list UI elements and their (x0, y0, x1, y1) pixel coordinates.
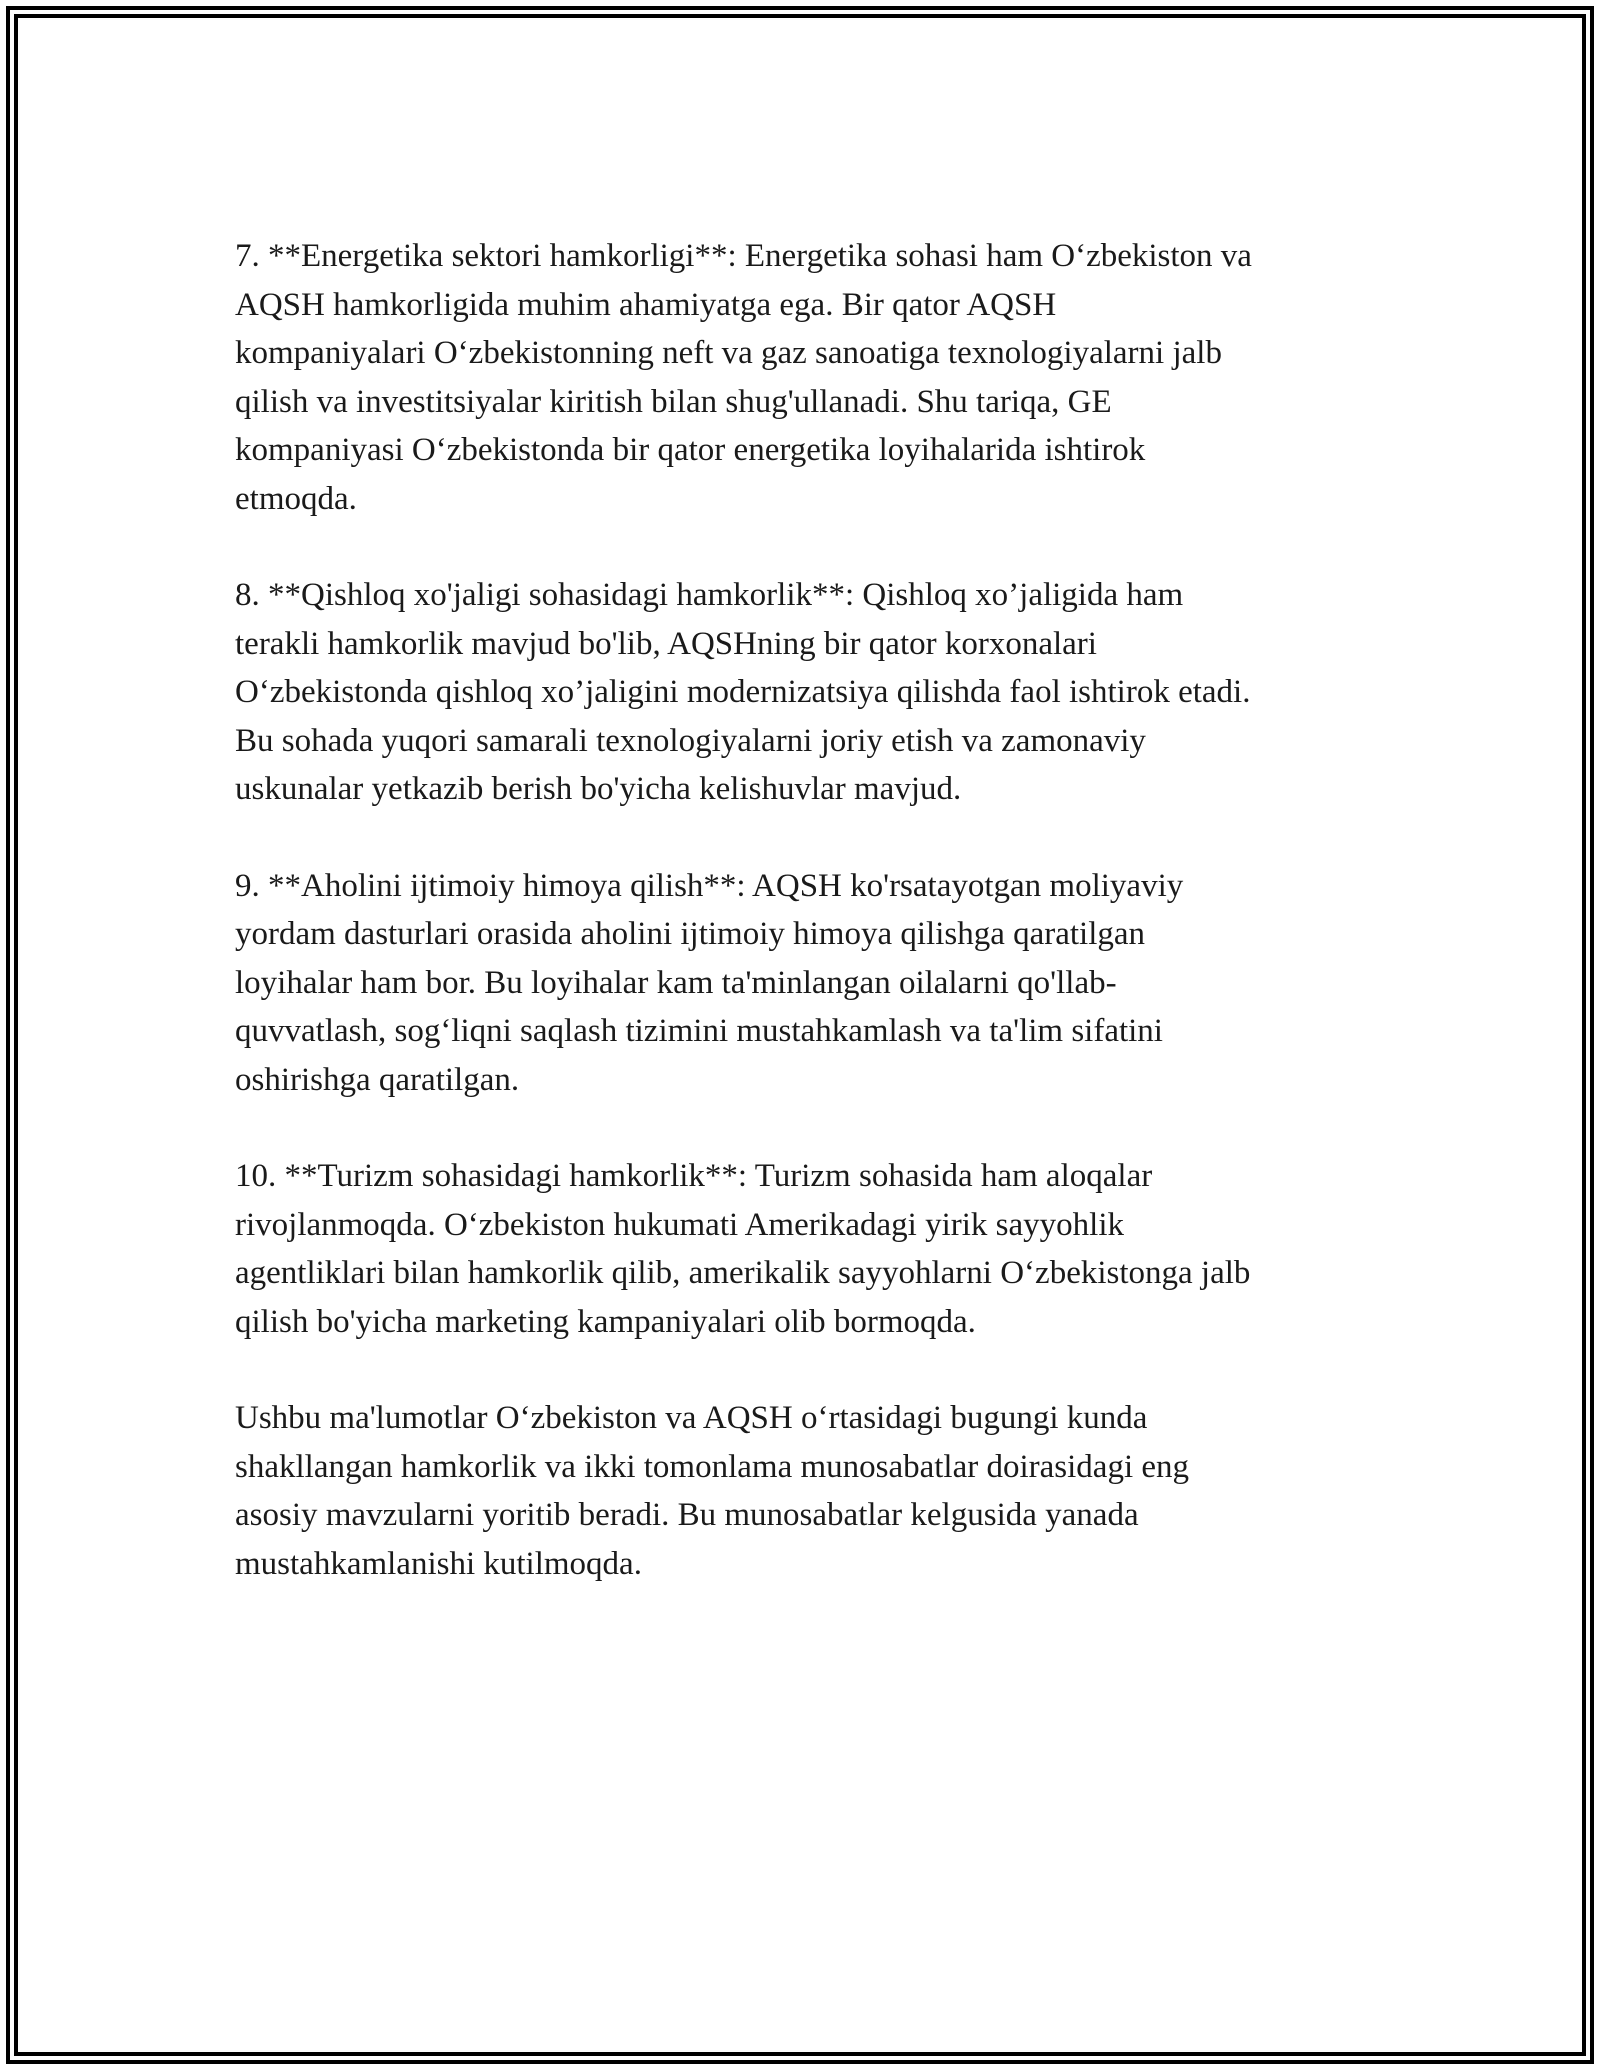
text-line: Bu sohada yuqori samarali texnologiyalarni joriy etish va zamonaviy (235, 722, 1146, 759)
text-line: uskunalar yetkazib berish bo'yicha kelishuvlar mavjud. (235, 771, 962, 807)
text-line: qilish bo'yicha marketing kampaniyalari olib bormoqda. (235, 1303, 976, 1340)
text-line: kompaniyalari O‘zbekistonning neft va gaz sanoatiga texnologiyalarni jalb (235, 335, 1222, 371)
text-line: yordam dasturlari orasida aholini ijtimoiy himoya qilishga qaratilgan (235, 916, 1146, 952)
text-line: qilish va investitsiyalar kiritish bilan shug'ullanadi. Shu tariqa, GE (235, 383, 1112, 420)
text-line: oshirishga qaratilgan. (235, 1061, 520, 1098)
paragraph-energy-cooperation (235, 232, 1375, 523)
text-line: AQSH hamkorligida muhim ahamiyatga ega. Bir qator AQSH (235, 286, 1057, 323)
text-line: kompaniyasi O‘zbekistonda bir qator energetika loyihalarida ishtirok (235, 432, 1146, 468)
paragraph-agriculture-cooperation (235, 571, 1375, 814)
text-line: agentliklari bilan hamkorlik qilib, amerikalik sayyohlarni O‘zbekistonga jalb (235, 1255, 1251, 1291)
paragraph-tourism-cooperation (235, 1152, 1375, 1346)
text-line: etmoqda. (235, 480, 357, 517)
text-line: 10. **Turizm sohasidagi hamkorlik**: Turizm sohasida ham aloqalar (235, 1158, 1153, 1194)
paragraph-social-protection (235, 862, 1375, 1105)
document-body (235, 232, 1375, 1636)
text-line: asosiy mavzularni yoritib beradi. Bu munosabatlar kelgusida yanada (235, 1497, 1139, 1533)
text-line: O‘zbekistonda qishloq xo’jaligini modernizatsiya qilishda faol ishtirok etadi. (235, 674, 1251, 710)
paragraph-conclusion (235, 1394, 1375, 1588)
text-line: quvvatlash, sog‘liqni saqlash tizimini mustahkamlash va ta'lim sifatini (235, 1013, 1163, 1049)
text-line: rivojlanmoqda. O‘zbekiston hukumati Amerikadagi yirik sayyohlik (235, 1206, 1125, 1243)
text-line: 7. **Energetika sektori hamkorligi**: Energetika sohasi ham O‘zbekiston va (235, 238, 1252, 274)
text-line: Ushbu ma'lumotlar O‘zbekiston va AQSH o‘rtasidagi bugungi kunda (235, 1400, 1148, 1436)
text-line: terakli hamkorlik mavjud bo'lib, AQSHning bir qator korxonalari (235, 625, 1097, 662)
text-line: mustahkamlanishi kutilmoqda. (235, 1545, 642, 1582)
text-line: loyihalar ham bor. Bu loyihalar kam ta'minlangan oilalarni qo'llab- (235, 964, 1117, 1001)
text-line: shakllangan hamkorlik va ikki tomonlama munosabatlar doirasidagi eng (235, 1448, 1190, 1485)
text-line: 8. **Qishloq xo'jaligi sohasidagi hamkorlik**: Qishloq xo’jaligida ham (235, 577, 1184, 613)
text-line: 9. **Aholini ijtimoiy himoya qilish**: AQSH ko'rsatayotgan moliyaviy (235, 867, 1184, 904)
